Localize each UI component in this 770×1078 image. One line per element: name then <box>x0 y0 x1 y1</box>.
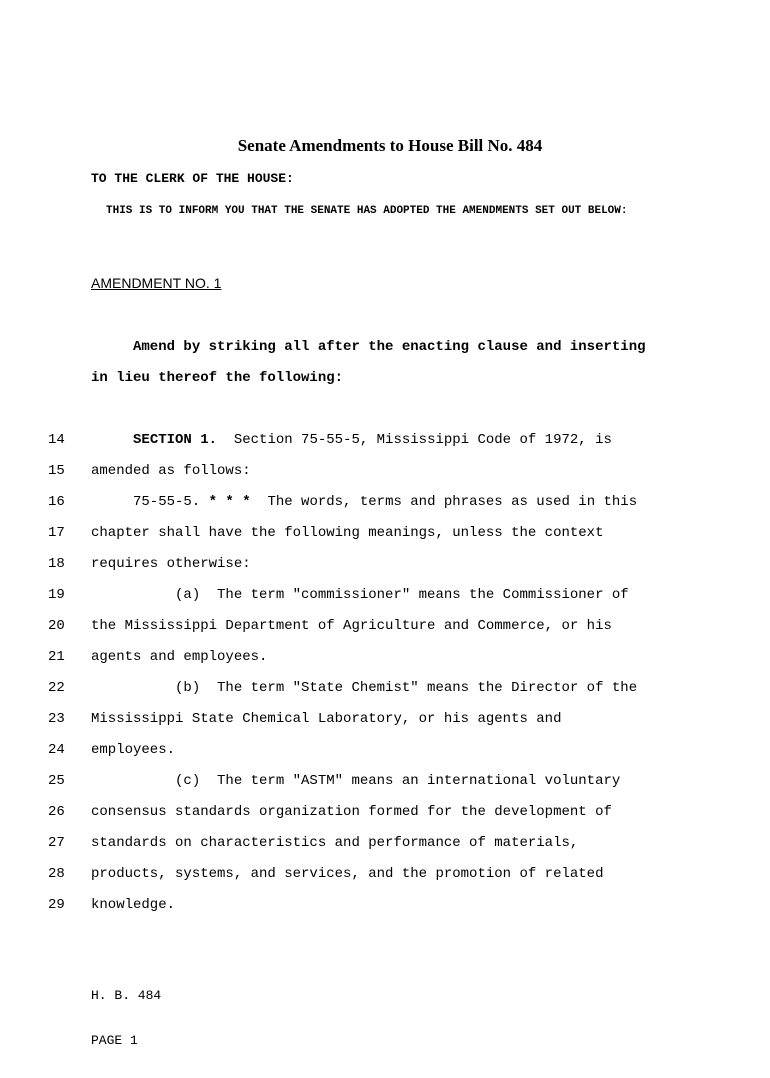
body-line-bold: * * * <box>208 494 251 510</box>
body-line <box>91 709 561 729</box>
body-line <box>91 585 629 605</box>
body-line <box>91 771 620 791</box>
body-line <box>91 740 175 760</box>
body-line-text: Mississippi State Chemical Laboratory, or his agents and <box>91 711 562 727</box>
line-number: 20 <box>48 618 65 634</box>
line-number: 17 <box>48 525 65 541</box>
body-line-text: amended as follows: <box>91 463 251 479</box>
body-line-prefix: 75-55-5. <box>91 494 209 510</box>
body-line <box>91 833 578 853</box>
body-line-text: knowledge. <box>91 897 176 913</box>
clerk-salutation: TO THE CLERK OF THE HOUSE: <box>91 171 294 186</box>
amendment-heading: AMENDMENT NO. 1 <box>91 275 222 291</box>
body-line-text: chapter shall have the following meanings, unless the context <box>91 525 604 541</box>
body-line-text: (c) The term "ASTM" means an international voluntary <box>91 773 621 789</box>
body-line-text: standards on characteristics and performance of materials, <box>91 835 579 851</box>
body-line-bold: SECTION 1. <box>133 432 218 448</box>
line-number: 19 <box>48 587 65 603</box>
line-number: 24 <box>48 742 65 758</box>
line-number: 21 <box>48 649 65 665</box>
page-footer <box>91 958 161 1078</box>
body-line-text: products, systems, and services, and the promotion of related <box>91 866 604 882</box>
instruction-line-1: Amend by striking all after the enacting clause and inserting <box>91 339 646 355</box>
body-line-text: (a) The term "commissioner" means the Commissioner of <box>91 587 629 603</box>
body-line-text: (b) The term "State Chemist" means the Director of the <box>91 680 638 696</box>
line-number: 27 <box>48 835 65 851</box>
line-number: 26 <box>48 804 65 820</box>
body-line <box>91 554 251 574</box>
body-line-text: Section 75-55-5, Mississippi Code of 1972, is <box>217 432 612 448</box>
body-line <box>91 678 637 698</box>
line-number: 15 <box>48 463 65 479</box>
body-line-text: The words, terms and phrases as used in this <box>250 494 638 510</box>
body-line-text: employees. <box>91 742 176 758</box>
body-line-text: requires otherwise: <box>91 556 251 572</box>
line-number: 18 <box>48 556 65 572</box>
body-line-text: agents and employees. <box>91 649 268 665</box>
line-number: 25 <box>48 773 65 789</box>
body-line <box>91 895 175 915</box>
body-line-text: the Mississippi Department of Agriculture and Commerce, or his <box>91 618 612 634</box>
footer-bill-number: H. B. 484 <box>91 988 162 1003</box>
document-title: Senate Amendments to House Bill No. 484 <box>237 136 543 155</box>
line-number: 14 <box>48 432 65 448</box>
body-line <box>91 647 267 667</box>
instruction-line-2: in lieu thereof the following: <box>91 370 344 386</box>
body-line-prefix <box>91 432 133 448</box>
body-line <box>91 802 612 822</box>
footer-page-number: PAGE 1 <box>91 1033 138 1048</box>
body-line-text: consensus standards organization formed for the development of <box>91 804 612 820</box>
line-number: 28 <box>48 866 65 882</box>
line-number: 23 <box>48 711 65 727</box>
line-number: 29 <box>48 897 65 913</box>
body-line <box>91 430 612 450</box>
body-line <box>91 523 603 543</box>
line-number: 16 <box>48 494 65 510</box>
inform-notice: THIS IS TO INFORM YOU THAT THE SENATE HAS ADOPTED THE AMENDMENTS SET OUT BELOW: <box>106 205 628 217</box>
body-line <box>91 864 603 884</box>
line-number: 22 <box>48 680 65 696</box>
body-line <box>91 616 612 636</box>
body-line <box>91 461 251 481</box>
body-line <box>91 492 637 512</box>
